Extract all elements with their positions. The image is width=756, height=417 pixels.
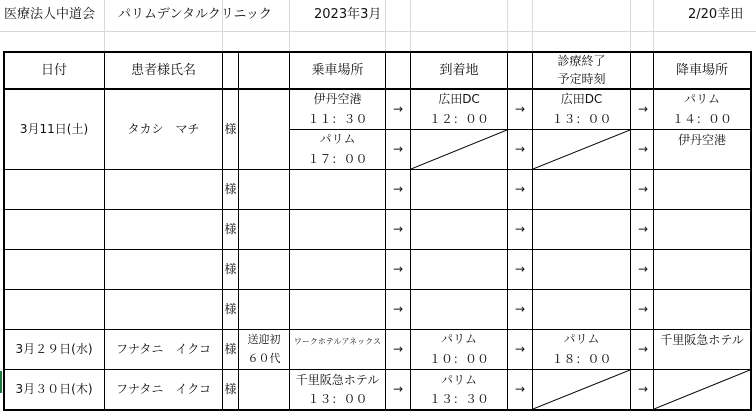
empty-row-honorific: 様 — [224, 222, 237, 236]
row1-pickup-time: １１：３０ — [307, 112, 368, 126]
row3-name: フナタニ イクコ — [116, 382, 211, 396]
row2-dropoff: 千里阪急ホテル — [660, 333, 744, 347]
row2-date: 3月２９日(水) — [15, 342, 93, 356]
arrow-icon: → — [514, 102, 526, 116]
row1-pickup: 伊丹空港 — [313, 92, 362, 106]
row1-arrival-time: １２：００ — [428, 112, 489, 126]
row3-date: 3月３０日(木) — [15, 382, 93, 396]
grid-line — [532, 0, 533, 52]
arrow-icon: → — [514, 342, 526, 356]
row2-arrival: パリム — [440, 332, 477, 346]
row2-note1: 送迎初 — [247, 333, 281, 346]
col-end-line2: 予定時刻 — [557, 72, 606, 86]
arrow-icon: → — [637, 262, 649, 276]
col-arrival: 到着地 — [439, 63, 479, 78]
row1-dropoff: パリム — [683, 92, 720, 106]
arrow-icon: → — [637, 222, 649, 236]
row-line — [3, 169, 752, 170]
arrow-icon: → — [514, 142, 526, 156]
arrow-icon: → — [637, 102, 649, 116]
arrow-icon: → — [514, 302, 526, 316]
month-label: 2023年3月 — [314, 7, 382, 22]
empty-cell-diagonal — [411, 130, 507, 169]
row1-name: タカシ マチ — [127, 122, 200, 136]
row-line — [3, 289, 752, 290]
row1-honorific: 様 — [224, 122, 237, 136]
grid-line — [104, 0, 105, 52]
table-bottom-border — [3, 409, 752, 411]
row1-date: 3月11日(土) — [19, 122, 89, 136]
grid-line — [385, 0, 386, 52]
grid-line — [289, 0, 290, 52]
arrow-icon: → — [392, 222, 404, 236]
arrow-icon: → — [392, 102, 404, 116]
table-top-border — [3, 51, 752, 53]
row3-arrival-time: １３：３０ — [428, 392, 489, 406]
row1-return-dropoff: 伊丹空港 — [677, 133, 726, 147]
arrow-icon: → — [392, 142, 404, 156]
empty-cell-diagonal — [533, 130, 630, 169]
revision-label: 2/20幸田 — [688, 7, 744, 22]
row-line — [3, 369, 752, 370]
empty-row-honorific: 様 — [224, 182, 237, 196]
arrow-icon: → — [514, 382, 526, 396]
row3-arrival: パリム — [440, 373, 477, 387]
grid-line — [507, 0, 508, 52]
arrow-icon: → — [514, 182, 526, 196]
clinic-name: パリムデンタルクリニック — [118, 7, 272, 22]
empty-row-honorific: 様 — [224, 302, 237, 316]
arrow-icon: → — [392, 262, 404, 276]
arrow-icon: → — [392, 302, 404, 316]
col-patient: 患者様氏名 — [130, 63, 196, 78]
col-pickup: 乗車場所 — [311, 63, 364, 78]
row2-arrival-time: １０：００ — [428, 352, 489, 366]
row1-end: 広田DC — [560, 92, 603, 106]
row1-return-time: １７：００ — [307, 152, 368, 166]
row-selection-marker — [0, 371, 2, 393]
arrow-icon: → — [637, 342, 649, 356]
table-left-border — [3, 51, 5, 411]
row1-dropoff-time: １４：００ — [671, 112, 732, 126]
row1-arrival: 広田DC — [438, 92, 480, 106]
grid-line — [0, 31, 756, 32]
row-mid-line — [289, 129, 750, 130]
row2-honorific: 様 — [224, 342, 237, 356]
col-line — [104, 52, 105, 410]
row2-end-time: １８：００ — [551, 352, 612, 366]
arrow-icon: → — [637, 382, 649, 396]
row2-end: パリム — [563, 332, 600, 346]
row3-honorific: 様 — [224, 382, 237, 396]
row3-pickup-time: １３：００ — [307, 392, 368, 406]
org-name: 医療法人中道会 — [4, 7, 96, 22]
row2-name: フナタニ イクコ — [116, 342, 211, 356]
row2-pickup: ワークホテルアネックス — [293, 337, 382, 346]
empty-row-honorific: 様 — [224, 262, 237, 276]
arrow-icon: → — [514, 222, 526, 236]
grid-line — [653, 0, 654, 52]
col-dropoff: 降車場所 — [675, 63, 728, 78]
row-line — [3, 329, 752, 330]
arrow-icon: → — [514, 262, 526, 276]
row-line — [3, 209, 752, 210]
arrow-icon: → — [392, 182, 404, 196]
grid-line — [410, 0, 411, 52]
grid-line — [630, 0, 631, 52]
row1-end-time: １３：００ — [551, 112, 612, 126]
arrow-icon: → — [392, 342, 404, 356]
header-bottom-border — [3, 88, 752, 90]
row1-return-pickup: パリム — [319, 132, 356, 146]
arrow-icon: → — [637, 302, 649, 316]
table-right-border — [750, 51, 752, 411]
row-line — [3, 249, 752, 250]
row2-note2: ６０代 — [247, 352, 281, 365]
arrow-icon: → — [392, 382, 404, 396]
arrow-icon: → — [637, 182, 649, 196]
empty-cell-diagonal — [654, 370, 750, 409]
col-end-line1: 診療終了 — [557, 54, 606, 68]
arrow-icon: → — [637, 142, 649, 156]
empty-cell-diagonal — [533, 370, 630, 409]
row3-pickup: 千里阪急ホテル — [295, 373, 380, 387]
col-date: 日付 — [40, 63, 67, 78]
